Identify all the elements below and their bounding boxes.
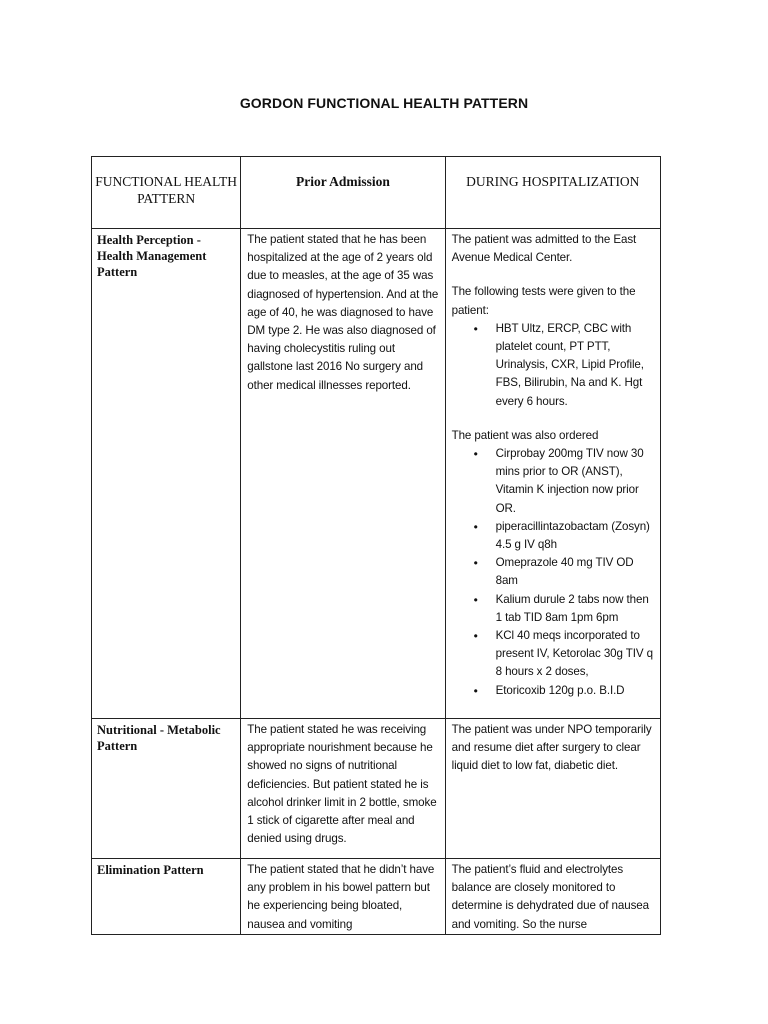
header-label: DURING HOSPITALIZATION: [466, 174, 640, 189]
table-row: [92, 719, 661, 859]
tests-list: [452, 320, 656, 411]
list-item: • HBT Ultz, ERCP, CBC with platelet count, PT PTT, Urinalysis, CXR, Lipid Profile, FBS, Bilirubin, Na and K. Hgt every 6 hours.: [496, 320, 656, 411]
header-label: Prior Admission: [295, 174, 390, 189]
prior-text: The patient stated he was receiving appropriate nourishment because he showed no signs of nutritional deficiencies. But patient stated he is alcohol drinker limit in 2 bottle, smoke 1 stick of cigarette after meal and denied using drugs.: [247, 723, 437, 846]
orders-list: [452, 445, 656, 700]
during-text: The patient was under NPO temporarily and resume diet after surgery to clear liquid diet to low fat, diabetic diet.: [451, 723, 652, 773]
list-item: • Kalium durule 2 tabs now then 1 tab TID 8am 1pm 6pm: [496, 591, 656, 627]
prior-admission-cell: [241, 719, 445, 859]
during-text: The patient was admitted to the East Avenue Medical Center.: [451, 233, 637, 265]
during-hospitalization-cell: [445, 719, 660, 859]
header-prior-admission: [241, 157, 445, 229]
row-label-nutritional-metabolic: Nutritional - Metabolic Pattern: [92, 719, 241, 859]
during-hospitalization-cell: [445, 229, 660, 719]
header-during-hospitalization: [445, 157, 660, 229]
list-item: • KCl 40 meqs incorporated to present IV, Ketorolac 30g TIV q 8 hours x 2 doses,: [496, 627, 656, 682]
prior-admission-cell: [241, 229, 445, 719]
during-text: The patient’s fluid and electrolytes balance are closely monitored to determine is dehydrated due of nausea and vomiting. So the nurse: [451, 863, 649, 931]
row-label-elimination: Elimination Pattern: [92, 859, 241, 935]
list-item: • Etoricoxib 120g p.o. B.I.D: [496, 682, 656, 700]
prior-text: The patient stated that he didn’t have any problem in his bowel pattern but he experiencing being bloated, nausea and vomiting: [247, 863, 435, 931]
header-label: FUNCTIONAL HEALTH PATTERN: [95, 174, 238, 206]
header-functional-health-pattern: [92, 157, 241, 229]
list-item: • Cirprobay 200mg TIV now 30 mins prior to OR (ANST), Vitamin K injection now prior OR.: [496, 445, 656, 518]
prior-admission-cell: [241, 859, 445, 935]
list-item: • Omeprazole 40 mg TIV OD 8am: [496, 554, 656, 590]
document-title: GORDON FUNCTIONAL HEALTH PATTERN: [239, 95, 529, 111]
during-hospitalization-cell: [445, 859, 660, 935]
during-text: The following tests were given to the patient:: [451, 285, 636, 317]
row-label-health-perception: Health Perception - Health Management Pattern: [92, 229, 241, 719]
table-header-row: [92, 157, 661, 229]
health-pattern-table: [91, 156, 661, 935]
table-row: [92, 859, 661, 935]
table-row: [92, 229, 661, 719]
during-text: The patient was also ordered: [451, 428, 599, 442]
prior-text: The patient stated that he has been hospitalized at the age of 2 years old due to measles, at the age of 35 was diagnosed of hypertension. And at the age of 40, he was diagnosed to have DM type 2. He was also diagnosed of having cholecystitis ruling out gallstone last 2016 No surgery and other medical illnesses reported.: [247, 233, 439, 392]
list-item: • piperacillintazobactam (Zosyn) 4.5 g IV q8h: [496, 518, 656, 554]
